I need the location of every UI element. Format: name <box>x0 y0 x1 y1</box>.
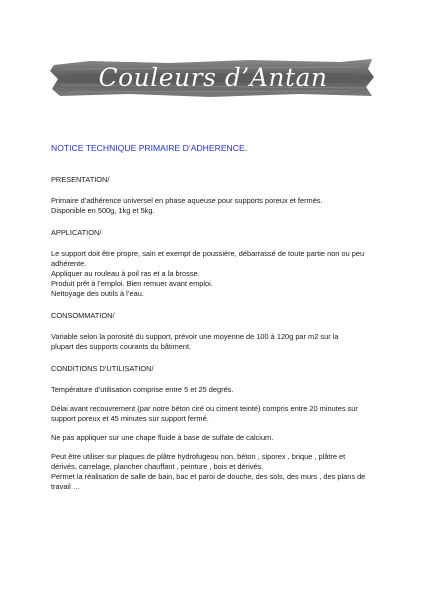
section-heading: CONDITIONS D’UTILISATION/ <box>51 364 154 373</box>
text-line: Appliquer au rouleau à poil ras et a la brosse. <box>51 269 200 278</box>
document-title: NOTICE TECHNIQUE PRIMAIRE D’ADHERENCE. <box>51 143 248 153</box>
paragraph <box>51 249 381 299</box>
text-line: support poreux et 45 minutes sur support fermé. <box>51 414 209 423</box>
section-presentation <box>51 175 381 216</box>
text-line: travail … <box>51 482 81 491</box>
section-heading: APPLICATION/ <box>51 228 102 237</box>
brand-logo: Couleurs d’Antan <box>98 63 328 92</box>
paragraph <box>51 433 381 443</box>
section-heading: PRESENTATION/ <box>51 175 110 184</box>
logo-banner <box>50 55 376 100</box>
text-line: Variable selon la porosité du support, prévoir une moyenne de 100 à 120g par m2 sur la <box>51 332 339 341</box>
text-line: adhérente. <box>51 259 87 268</box>
section-conditions <box>51 364 381 492</box>
text-line: Température d’utilisation comprise entre 5 et 25 degrés. <box>51 385 234 394</box>
section-application <box>51 228 381 299</box>
document-body <box>51 143 381 504</box>
text-line: Délai avant recouvrement (par notre béton ciré ou ciment teinté) compris entre 20 minutes sur <box>51 404 358 413</box>
text-line: Le support doit être propre, sain et exempt de poussière, débarrassé de toute partie non ou peu <box>51 249 365 258</box>
paragraph <box>51 196 381 216</box>
text-line: Produit prêt à l’emploi. Bien remuer avant emploi. <box>51 279 213 288</box>
paragraph <box>51 385 381 395</box>
text-line: plupart des supports courants du bâtiment. <box>51 342 192 351</box>
paragraph <box>51 332 381 352</box>
text-line: Ne pas appliquer sur une chape fluide à base de sulfate de calcium. <box>51 433 274 442</box>
section-consommation <box>51 311 381 352</box>
text-line: Permet la réalisation de salle de bain, bac et paroi de douche, des sols, des murs , des plans de <box>51 472 366 481</box>
paragraph <box>51 452 381 492</box>
section-heading: CONSOMMATION/ <box>51 311 115 320</box>
text-line: Primaire d’adhérence universel en phase aqueuse pour supports poreux et fermés. <box>51 196 323 205</box>
text-line: Peut être utiliser sur plaques de plâtre hydrofugeou non, béton , siporex , brique , plâtre et <box>51 452 346 461</box>
text-line: dérivés, carrelage, plancher chauffant , peinture , bois et dérivés. <box>51 462 264 471</box>
paragraph <box>51 404 381 424</box>
text-line: Nettoyage des outils à l’eau. <box>51 289 144 298</box>
text-line: Disponible en 500g, 1kg et 5kg. <box>51 206 155 215</box>
